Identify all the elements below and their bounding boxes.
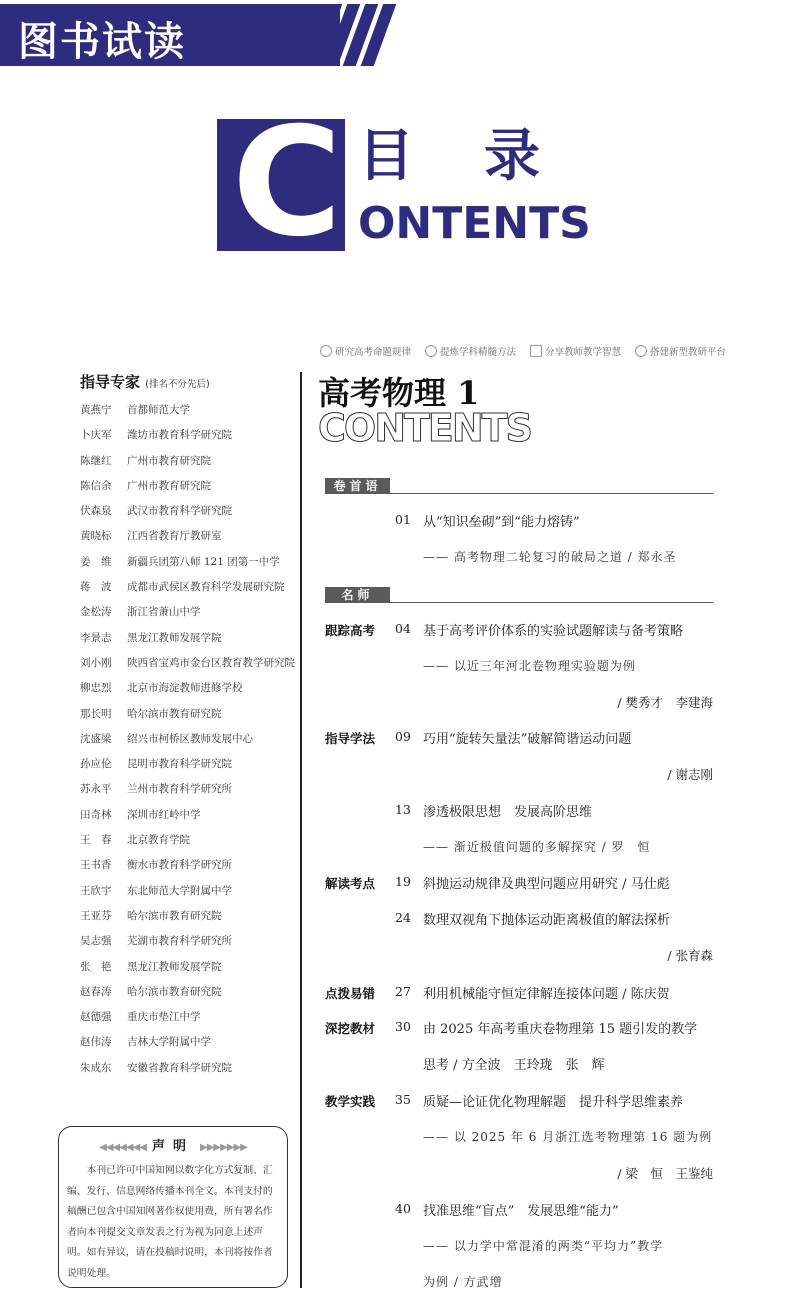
- toc-page: 27: [395, 984, 411, 999]
- expert-name: 赵伟涛: [80, 1036, 112, 1049]
- expert-org: 芜湖市教育科学研究所: [127, 935, 232, 948]
- toc-page: 40: [395, 1201, 411, 1216]
- toc-subtitle: —— 以力学中常混淆的两类“平均力”教学: [423, 1239, 664, 1253]
- slogan: 提炼学科精髓方法: [425, 344, 516, 358]
- expert-name: 柳忠烈: [80, 682, 112, 695]
- right-arrows-icon: ▶▶▶▶▶▶▶: [200, 1142, 247, 1153]
- expert-name: 伏森泉: [80, 505, 112, 518]
- toc-title-continued: 思考 / 方全波 王玲珑 张 辉: [423, 1058, 605, 1073]
- expert-item: [80, 554, 295, 579]
- toc-page: 35: [395, 1092, 411, 1107]
- toc-subtitle: —— 渐近极值问题的多解探究 / 罗 恒: [423, 840, 651, 854]
- expert-name: 朱成东: [80, 1061, 112, 1074]
- contents-word: CONTENTS: [318, 406, 531, 450]
- expert-name: 王书香: [80, 859, 112, 872]
- expert-name: 王 春: [80, 834, 112, 847]
- expert-item: [80, 756, 295, 781]
- expert-item: [80, 528, 295, 553]
- expert-org: 哈尔滨市教育研究院: [127, 909, 222, 922]
- toc-page: 04: [395, 621, 411, 636]
- expert-org: 绍兴市柯桥区教师发展中心: [127, 732, 253, 745]
- expert-org: 首都师范大学: [127, 404, 190, 416]
- expert-item: [80, 1060, 295, 1085]
- expert-item: [80, 655, 295, 680]
- expert-name: 赵德强: [80, 1011, 112, 1024]
- toc-page: 13: [395, 802, 411, 817]
- expert-item: [80, 933, 295, 958]
- expert-item: [80, 857, 295, 882]
- expert-name: 王亚芬: [80, 909, 112, 922]
- magazine-title: 高考物理 1: [318, 374, 480, 412]
- expert-item: [80, 883, 295, 908]
- toc-author: / 谢志刚: [667, 767, 713, 782]
- contents-logo-letter: C: [232, 96, 343, 270]
- toc-title: 找准思维“盲点” 发展思维“能力”: [423, 1204, 619, 1219]
- expert-item: [80, 427, 295, 452]
- expert-org: 兰州市教育科学研究所: [127, 783, 232, 796]
- header-banner: [0, 4, 340, 66]
- section-rule: [390, 493, 713, 494]
- expert-org: 东北师范大学附属中学: [127, 884, 232, 897]
- toc-title: 由 2025 年高考重庆卷物理第 15 题引发的教学: [423, 1022, 698, 1037]
- experts-title: 指导专家 (排名不分先后): [80, 373, 210, 391]
- expert-name: 李景志: [80, 631, 112, 644]
- slogan: 研究高考命题规律: [320, 344, 411, 358]
- document-icon: [530, 345, 542, 357]
- expert-item: [80, 731, 295, 756]
- toc-title: 基于高考评价体系的实验试题解读与备考策略: [423, 624, 684, 639]
- column-divider: [300, 372, 302, 1288]
- notice-text: 本刊已许可中国知网以数字化方式复制、汇编、发行、信息网络传播本刊全文。本刊支付的稿酬已包含中国知网著作权使用费，所有署名作者向本刊提交文章发表之行为视为同意上述声明。如有异议，请在投稿时说明，本刊将按作者说明处理。: [67, 1165, 273, 1279]
- toc-page: 24: [395, 910, 411, 925]
- expert-name: 那长明: [80, 707, 112, 720]
- expert-item: [80, 579, 295, 604]
- expert-org: 成都市武侯区教育科学发展研究院: [127, 581, 285, 594]
- expert-item: [80, 706, 295, 731]
- column-label: 深挖教材: [325, 1021, 376, 1036]
- expert-name: 卜庆军: [80, 429, 112, 442]
- left-arrows-icon: ◀◀◀◀◀◀◀: [99, 1142, 146, 1153]
- expert-org: 哈尔滨市教育研究院: [127, 985, 222, 998]
- toc-author: / 梁 恒 王鉴纯: [617, 1166, 713, 1181]
- expert-item: [80, 680, 295, 705]
- tools-icon: [425, 345, 437, 357]
- expert-item: [80, 807, 295, 832]
- expert-item: [80, 984, 295, 1009]
- expert-org: 深圳市红岭中学: [127, 808, 201, 821]
- expert-org: 黑龙江教师发展学院: [127, 631, 222, 644]
- expert-name: 黄燕宁: [80, 404, 112, 416]
- expert-name: 金松涛: [80, 606, 112, 619]
- toc-subtitle: —— 高考物理二轮复习的破局之道 / 郑永圣: [423, 550, 677, 564]
- contents-cn-title: 目录: [358, 124, 610, 189]
- notice-header: ◀◀◀◀◀◀◀ 声明 ▶▶▶▶▶▶▶: [99, 1139, 247, 1154]
- experts-note: (排名不分先后): [145, 379, 210, 390]
- expert-item: [80, 604, 295, 629]
- expert-org: 陕西省宝鸡市金台区教育教学研究院: [127, 656, 295, 669]
- expert-org: 北京教育学院: [127, 834, 190, 847]
- banner-title: 图书试读: [18, 19, 186, 65]
- gear-icon: [635, 345, 647, 357]
- toc-title: 利用机械能守恒定律解连接体问题 / 陈庆贺: [423, 987, 670, 1002]
- expert-item: [80, 478, 295, 503]
- expert-org: 广州市教育研究院: [127, 479, 211, 492]
- section-header: 名师: [325, 587, 390, 603]
- expert-name: 张 艳: [80, 960, 112, 973]
- toc-subtitle: —— 以近三年河北卷物理实验题为例: [423, 659, 636, 673]
- expert-name: 陈信余: [80, 479, 112, 492]
- section-header: 卷首语: [325, 478, 390, 494]
- expert-item: [80, 1009, 295, 1034]
- slogan-bar: [320, 344, 726, 358]
- expert-org: 昆明市教育科学研究院: [127, 758, 232, 771]
- expert-org: 哈尔滨市教育研究院: [127, 707, 222, 720]
- expert-item: [80, 1034, 295, 1059]
- slogan: 分享教师教学智慧: [530, 344, 621, 358]
- expert-name: 蒋 波: [80, 581, 112, 594]
- column-label: 教学实践: [325, 1094, 376, 1109]
- expert-item: [80, 453, 295, 478]
- expert-org: 广州市教育研究院: [127, 454, 211, 467]
- expert-name: 陈继红: [80, 454, 112, 467]
- experts-list: [80, 402, 295, 1085]
- expert-item: [80, 402, 295, 427]
- toc-page: 19: [395, 874, 411, 889]
- toc-title: 巧用“旋转矢量法”破解简谐运动问题: [423, 732, 632, 747]
- expert-name: 吴志强: [80, 935, 112, 948]
- expert-name: 孙应伦: [80, 758, 112, 771]
- column-label: 点拨易错: [325, 986, 376, 1001]
- expert-item: [80, 630, 295, 655]
- expert-name: 姜 维: [80, 555, 112, 568]
- toc-author: / 张育森: [667, 948, 713, 963]
- expert-name: 田奇林: [80, 808, 112, 821]
- column-label: 解读考点: [325, 876, 376, 891]
- section-rule: [390, 602, 713, 603]
- expert-item: [80, 959, 295, 984]
- expert-name: 赵春涛: [80, 985, 112, 998]
- expert-org: 吉林大学附属中学: [127, 1036, 211, 1049]
- toc-title: 渗透极限思想 发展高阶思维: [423, 805, 593, 820]
- contents-en-title: ONTENTS: [358, 198, 591, 249]
- toc-title: 从“知识垒砌”到“能力熔铸”: [423, 515, 580, 530]
- toc-title: 数理双视角下抛体运动距离极值的解法探析: [423, 913, 671, 928]
- expert-org: 黑龙江教师发展学院: [127, 960, 222, 973]
- toc-title: 斜抛运动规律及典型问题应用研究 / 马仕彪: [423, 877, 670, 892]
- column-label: 指导学法: [325, 731, 376, 746]
- toc-title: 质疑—论证优化物理解题 提升科学思维素养: [423, 1095, 684, 1110]
- expert-name: 刘小刚: [80, 656, 112, 669]
- expert-item: [80, 503, 295, 528]
- slogan: 搭建新型教研平台: [635, 344, 726, 358]
- magnifier-icon: [320, 345, 332, 357]
- expert-org: 安徽省教育科学研究院: [127, 1061, 232, 1074]
- toc-subtitle-continued: 为例 / 方武增: [423, 1275, 503, 1289]
- expert-item: [80, 908, 295, 933]
- toc-page: 09: [395, 729, 411, 744]
- expert-org: 衡水市教育科学研究所: [127, 859, 232, 872]
- notice-box: [58, 1126, 288, 1288]
- expert-name: 苏永平: [80, 783, 112, 796]
- column-label: 跟踪高考: [325, 623, 376, 638]
- expert-org: 江西省教育厅教研室: [127, 530, 222, 543]
- expert-name: 沈盛梁: [80, 732, 112, 745]
- expert-org: 浙江省萧山中学: [127, 606, 201, 619]
- expert-org: 潍坊市教育科学研究院: [127, 429, 232, 442]
- expert-org: 北京市海淀教师进修学校: [127, 682, 243, 695]
- expert-item: [80, 781, 295, 806]
- expert-org: 武汉市教育科学研究院: [127, 505, 232, 518]
- expert-name: 黄晓标: [80, 530, 112, 543]
- expert-org: 新疆兵团第八师 121 团第一中学: [127, 555, 280, 568]
- expert-item: [80, 832, 295, 857]
- toc-author: / 樊秀才 李建海: [617, 695, 713, 710]
- expert-org: 重庆市垫江中学: [127, 1011, 201, 1024]
- expert-name: 王欣宇: [80, 884, 112, 897]
- toc-subtitle: —— 以 2025 年 6 月浙江选考物理第 16 题为例: [423, 1130, 713, 1144]
- toc-page: 01: [395, 512, 411, 527]
- toc-page: 30: [395, 1019, 411, 1034]
